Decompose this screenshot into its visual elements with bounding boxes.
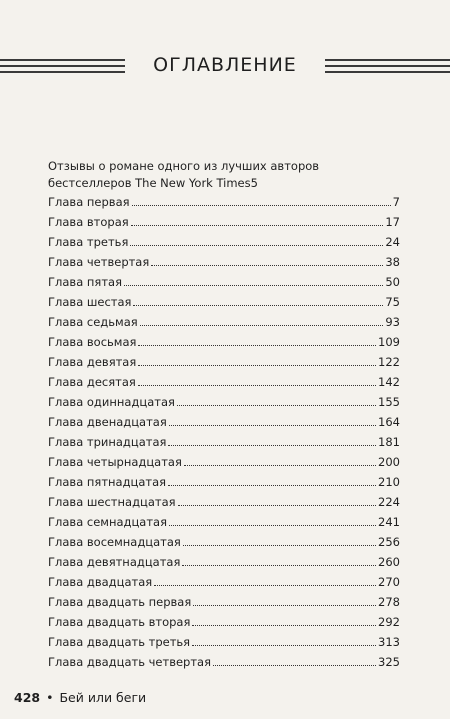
toc-entry — [48, 232, 400, 252]
toc-entry-page: 260 — [378, 555, 400, 569]
toc-entry-label: Глава тринадцатая — [48, 435, 167, 449]
toc-entry — [48, 492, 400, 512]
toc-entry-label: Глава четырнадцатая — [48, 455, 182, 469]
toc-entry-label: Глава пятнадцатая — [48, 475, 167, 489]
dot-leader — [132, 205, 391, 206]
toc-entry-page: 5 — [250, 176, 258, 190]
toc-entry-label: Глава двадцатая — [48, 575, 153, 589]
toc-entry — [48, 552, 400, 572]
toc-entry-page: 109 — [378, 335, 400, 349]
dot-leader — [138, 345, 376, 346]
toc-entry-label: Глава шестнадцатая — [48, 495, 176, 509]
toc-header — [0, 50, 450, 90]
footer-page-number: 428 — [14, 690, 41, 705]
toc-entry-label: Глава семнадцатая — [48, 515, 168, 529]
toc-entry — [48, 292, 400, 312]
toc-entry — [48, 452, 400, 472]
dot-leader — [184, 465, 376, 466]
toc-entry-label: Глава двадцать вторая — [48, 615, 191, 629]
toc-entry-page: 50 — [385, 275, 400, 289]
toc-entry-label: Глава пятая — [48, 275, 122, 289]
toc-entry — [48, 392, 400, 412]
toc-entry — [48, 312, 400, 332]
toc-entry-page: 325 — [378, 655, 400, 669]
toc-entry-page: 93 — [385, 315, 400, 329]
toc-entry-page: 313 — [378, 635, 400, 649]
toc-entry-intro — [48, 158, 400, 192]
toc-entry-page: 256 — [378, 535, 400, 549]
toc-entry-page: 241 — [378, 515, 400, 529]
dot-leader — [192, 625, 376, 626]
toc-entry-label: Глава двадцать четвертая — [48, 655, 212, 669]
toc-entry-label: Глава десятая — [48, 375, 136, 389]
toc-entry-page: 292 — [378, 615, 400, 629]
dot-leader — [213, 665, 376, 666]
toc-entry-page: 122 — [378, 355, 400, 369]
toc-entry-label: Отзывы о романе одного из лучших авторов — [48, 159, 320, 173]
dot-leader — [193, 605, 376, 606]
dot-leader — [182, 565, 376, 566]
toc-entry-label: Глава вторая — [48, 215, 129, 229]
dot-leader — [131, 225, 384, 226]
toc-entry-page: 17 — [385, 215, 400, 229]
dot-leader — [192, 645, 376, 646]
toc-entry-label: Глава восьмая — [48, 335, 137, 349]
toc-entry-label: Глава первая — [48, 195, 130, 209]
footer-bullet: • — [46, 690, 54, 705]
toc-entry-page: 278 — [378, 595, 400, 609]
dot-leader — [138, 365, 376, 366]
toc-entry — [48, 412, 400, 432]
toc-entry-label: Глава двенадцатая — [48, 415, 167, 429]
dot-leader — [151, 265, 383, 266]
toc-entry — [48, 532, 400, 552]
toc-entry-page: 75 — [385, 295, 400, 309]
toc-entry-page: 7 — [392, 195, 400, 209]
dot-leader — [124, 285, 383, 286]
toc-entry-page: 270 — [378, 575, 400, 589]
toc-entry-label: Глава третья — [48, 235, 129, 249]
toc-entry-page: 210 — [378, 475, 400, 489]
toc-entry-label: Глава девятнадцатая — [48, 555, 181, 569]
footer-book-title: Бей или беги — [59, 690, 147, 705]
dot-leader — [169, 525, 376, 526]
toc-entry-page: 155 — [378, 395, 400, 409]
toc-entry-page: 224 — [378, 495, 400, 509]
toc-entry-label: Глава одиннадцатая — [48, 395, 175, 409]
toc-entry — [48, 252, 400, 272]
toc-entry — [48, 612, 400, 632]
toc-entry — [48, 332, 400, 352]
toc-entry — [48, 192, 400, 212]
dot-leader — [138, 385, 376, 386]
toc-entry — [48, 272, 400, 292]
toc-entry — [48, 212, 400, 232]
toc-entry-label: Глава двадцать первая — [48, 595, 192, 609]
header-rule-right — [325, 59, 450, 77]
toc-entry — [48, 572, 400, 592]
toc-entry-page: 181 — [378, 435, 400, 449]
toc-entry — [48, 512, 400, 532]
dot-leader — [177, 405, 376, 406]
toc-entry — [48, 352, 400, 372]
toc-entry — [48, 632, 400, 652]
toc-entry — [48, 592, 400, 612]
toc-entry — [48, 432, 400, 452]
toc-entry-label: бестселлеров The New York Times — [48, 176, 251, 190]
toc-entry-label: Глава четвертая — [48, 255, 150, 269]
toc-entry-label: Глава восемнадцатая — [48, 535, 181, 549]
toc-entry-page: 200 — [378, 455, 400, 469]
toc-entry-page: 24 — [385, 235, 400, 249]
toc-entry-page: 38 — [385, 255, 400, 269]
dot-leader — [133, 305, 383, 306]
toc-entry-page: 164 — [378, 415, 400, 429]
page-title: ОГЛАВЛЕНИЕ — [153, 54, 297, 76]
toc-entry-label: Глава шестая — [48, 295, 132, 309]
toc-entry-page: 142 — [378, 375, 400, 389]
toc-entry-label: Глава девятая — [48, 355, 137, 369]
dot-leader — [168, 445, 376, 446]
table-of-contents — [48, 158, 400, 672]
dot-leader — [178, 505, 376, 506]
toc-entry — [48, 652, 400, 672]
toc-entry-label: Глава седьмая — [48, 315, 138, 329]
dot-leader — [154, 585, 376, 586]
toc-entry — [48, 472, 400, 492]
page-footer — [14, 690, 146, 705]
toc-entry-label: Глава двадцать третья — [48, 635, 191, 649]
toc-entries — [48, 192, 400, 672]
dot-leader — [169, 425, 376, 426]
dot-leader — [183, 545, 376, 546]
dot-leader — [130, 245, 383, 246]
dot-leader — [140, 325, 384, 326]
dot-leader — [168, 485, 376, 486]
toc-entry — [48, 372, 400, 392]
